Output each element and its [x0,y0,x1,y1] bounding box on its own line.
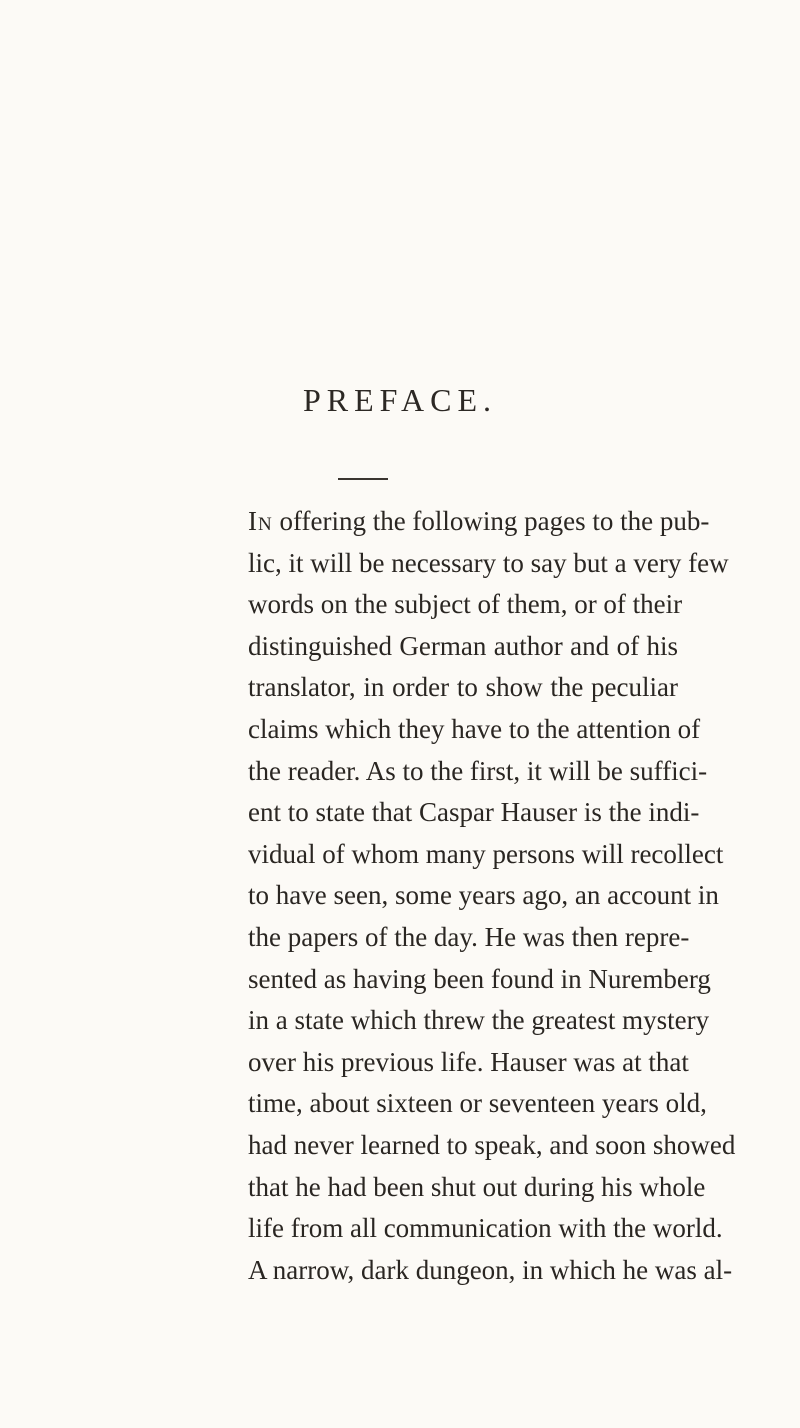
text-line-12: sented as having been found in Nuremberg [248,963,711,994]
text-line-10: to have seen, some years ago, an account in [248,880,719,911]
text-line-8: ent to state that Caspar Hauser is the indi- [248,797,700,828]
text-line-5: translator, in order to show the peculiar [248,672,678,703]
text-line-11: the papers of the day. He was then repre- [248,921,690,952]
text-line-19: A narrow, dark dungeon, in which he was al- [248,1254,733,1285]
text-line-3: words on the subject of them, or of their [248,589,683,620]
preface-paragraph [248,501,736,1291]
text-line-17: that he had been shut out during his whole [248,1171,706,1202]
text-line-16: had never learned to speak, and soon showed [248,1129,736,1160]
heading-rule [338,478,388,480]
opening-word: In [248,506,273,536]
text-line-7: the reader. As to the first, it will be suffici- [248,755,708,786]
text-line-6: claims which they have to the attention of [248,713,701,744]
text-line-15: time, about sixteen or seventeen years old, [248,1088,707,1119]
text-line-13: in a state which threw the greatest mystery [248,1005,710,1036]
text-line-2: lic, it will be necessary to say but a very few [248,547,729,578]
text-line-4: distinguished German author and of his [248,630,678,661]
text-line-14: over his previous life. Hauser was at that [248,1046,689,1077]
text-line-1: In offering the following pages to the pub- [248,506,710,536]
text-line-18: life from all communication with the world. [248,1213,723,1244]
text-line-9: vidual of whom many persons will recollect [248,838,724,869]
chapter-heading: PREFACE. [302,382,498,418]
